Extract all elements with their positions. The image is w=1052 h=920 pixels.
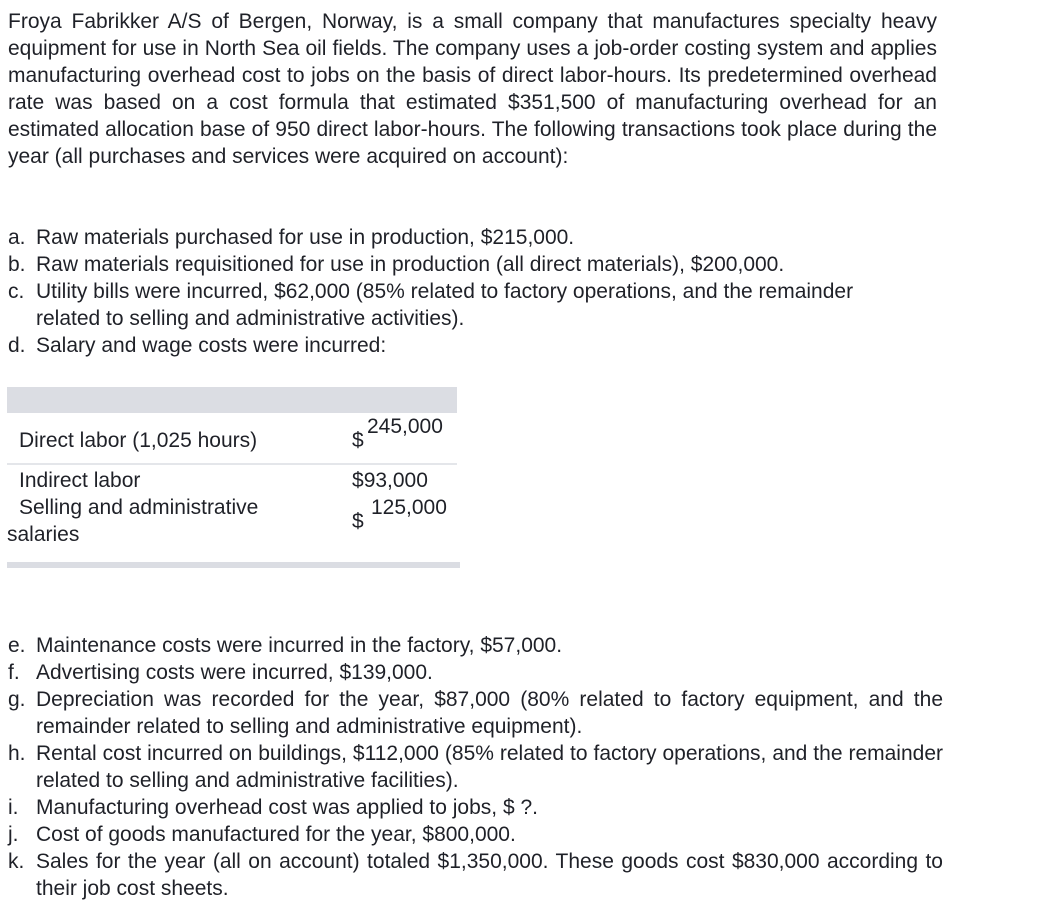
- row-dollar-selling-admin: $: [352, 510, 364, 533]
- row-label-direct-labor: Direct labor (1,025 hours): [19, 429, 258, 452]
- row-amount-selling-admin: 125,000: [371, 496, 447, 519]
- item-text: Cost of goods manufactured for the year, $800,000.: [36, 823, 516, 846]
- table-bottom-rule: [7, 562, 460, 568]
- item-marker: k.: [8, 850, 25, 873]
- table-row-divider: [7, 463, 457, 465]
- item-text: Sales for the year (all on account) totaled $1,350,000. These goods cost $830,000 according to their job cost sheets.: [36, 850, 943, 900]
- row-dollar-indirect-labor: $: [352, 469, 364, 492]
- salary-wage-table: [7, 387, 460, 568]
- row-label-selling-admin: Selling and administrative: [19, 496, 259, 519]
- transaction-item-c: [8, 278, 856, 332]
- item-text: Advertising costs were incurred, $139,000.: [36, 661, 433, 684]
- item-marker: i.: [8, 796, 19, 819]
- item-marker: h.: [8, 742, 26, 765]
- item-text: Raw materials requisitioned for use in production (all direct materials), $200,000.: [36, 253, 785, 276]
- item-marker: d.: [8, 334, 26, 357]
- transaction-list-part-2: [8, 632, 943, 902]
- transaction-item-g: [8, 686, 943, 740]
- item-marker: e.: [8, 634, 26, 657]
- item-text: Manufacturing overhead cost was applied to jobs, $ ?.: [36, 796, 538, 819]
- problem-intro: Froya Fabrikker A/S of Bergen, Norway, is a small company that manufactures specialty heavy equipment for use in North Sea oil fields. The company uses a job-order costing system and applies manufacturing overhead cost to jobs on the basis of direct labor-hours. Its predetermined overhead rate was based on a cost formula that estimated $351,500 of manufacturing overhead for an estimated allocation base of 950 direct labor-hours. The following transactions took place during the year (all purchases and services were acquired on account):: [8, 10, 937, 168]
- transaction-item-a: [8, 224, 943, 251]
- item-marker: j.: [8, 823, 19, 846]
- row-label-selling-admin-cont: salaries: [7, 523, 80, 546]
- transaction-item-f: [8, 659, 943, 686]
- item-marker: g.: [8, 688, 26, 711]
- table-header-bar: [7, 387, 457, 413]
- row-dollar-direct-labor: $: [352, 429, 364, 452]
- item-text: Raw materials purchased for use in production, $215,000.: [36, 226, 575, 249]
- row-label-indirect-labor: Indirect labor: [19, 469, 141, 492]
- row-value-indirect-labor: 93,000: [363, 469, 428, 492]
- item-text: Utility bills were incurred, $62,000 (85% related to factory operations, and the remainder related to selling and administrative activities).: [36, 280, 854, 330]
- item-text: Depreciation was recorded for the year, $87,000 (80% related to factory equipment, and the remainder related to selling and administrative equipment).: [36, 688, 943, 738]
- transaction-item-b: [8, 251, 943, 278]
- item-marker: a.: [8, 226, 26, 249]
- transaction-item-i: [8, 794, 943, 821]
- row-amount-indirect-labor: [352, 467, 428, 494]
- transaction-item-k: [8, 848, 943, 902]
- item-marker: f.: [8, 661, 20, 684]
- transaction-item-e: [8, 632, 943, 659]
- transaction-item-h: [8, 740, 943, 794]
- transaction-item-d: [8, 332, 943, 359]
- item-marker: b.: [8, 253, 26, 276]
- item-text: Salary and wage costs were incurred:: [36, 334, 387, 357]
- row-amount-direct-labor: 245,000: [367, 415, 443, 438]
- item-text: Rental cost incurred on buildings, $112,000 (85% related to factory operations, and the remainder related to selling and administrative facilities).: [36, 742, 943, 792]
- transaction-item-j: [8, 821, 943, 848]
- item-marker: c.: [8, 280, 25, 303]
- transaction-list-part-1: [8, 224, 943, 359]
- item-text: Maintenance costs were incurred in the factory, $57,000.: [36, 634, 563, 657]
